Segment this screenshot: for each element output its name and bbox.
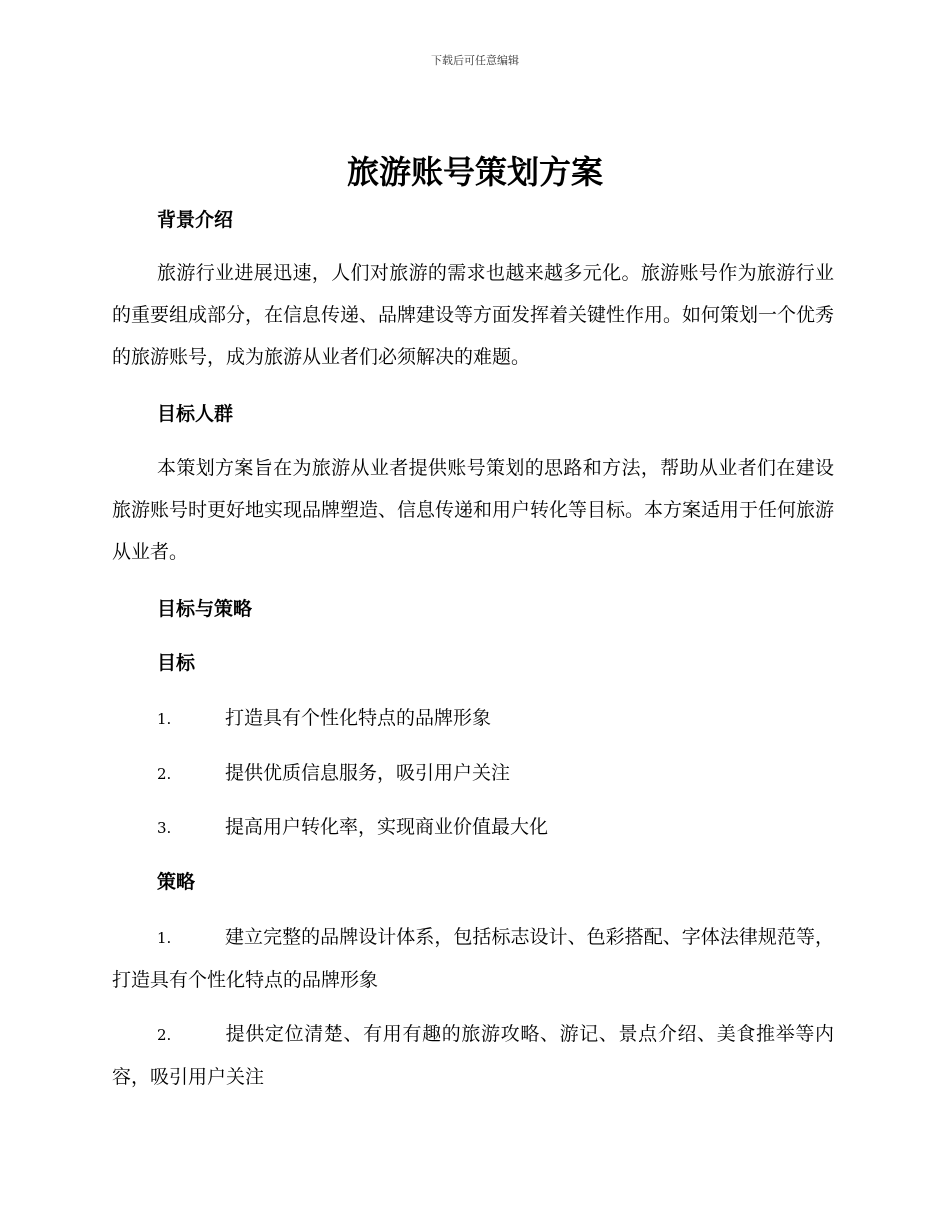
heading-target-audience: 目标人群 (157, 403, 234, 425)
list-item-number: 2. (157, 765, 172, 783)
document-title: 旅游账号策划方案 (346, 153, 603, 191)
list-item-text: 打造具有个性化特点的品牌形象 (225, 707, 492, 729)
list-item (112, 1013, 834, 1098)
list-item-number: 3. (157, 819, 172, 837)
list-item-text: 提供优质信息服务，吸引用户关注 (225, 762, 511, 784)
heading-goals: 目标 (157, 652, 196, 674)
list-item-number: 1. (157, 929, 172, 947)
paragraph-background: 旅游行业进展迅速，人们对旅游的需求也越来越多元化。旅游账号作为旅游行业的重要组成部分，在信息传递、品牌建设等方面发挥着关键性作用。如何策划一个优秀的旅游账号，成为旅游从业者们必须解决的难题。 (112, 262, 835, 368)
page-header-note: 下载后可任意编辑 (431, 54, 519, 67)
list-item-number: 2. (157, 1026, 172, 1044)
list-item (112, 697, 834, 740)
list-item (112, 806, 834, 849)
heading-strategy: 策略 (157, 871, 196, 893)
list-item-number: 1. (157, 710, 172, 728)
list-item (112, 916, 834, 1001)
list-item-text: 建立完整的品牌设计体系，包括标志设计、色彩搭配、字体法律规范等，打造具有个性化特点的品牌形象 (112, 926, 834, 991)
list-item-text: 提高用户转化率，实现商业价值最大化 (225, 816, 549, 838)
heading-goals-and-strategy: 目标与策略 (157, 598, 253, 620)
list-item (112, 752, 834, 795)
paragraph-target-audience: 本策划方案旨在为旅游从业者提供账号策划的思路和方法，帮助从业者们在建设旅游账号时更好地实现品牌塑造、信息传递和用户转化等目标。本方案适用于任何旅游从业者。 (112, 457, 835, 563)
heading-background: 背景介绍 (157, 209, 234, 231)
list-item-text: 提供定位清楚、有用有趣的旅游攻略、游记、景点介绍、美食推举等内容，吸引用户关注 (112, 1023, 834, 1088)
